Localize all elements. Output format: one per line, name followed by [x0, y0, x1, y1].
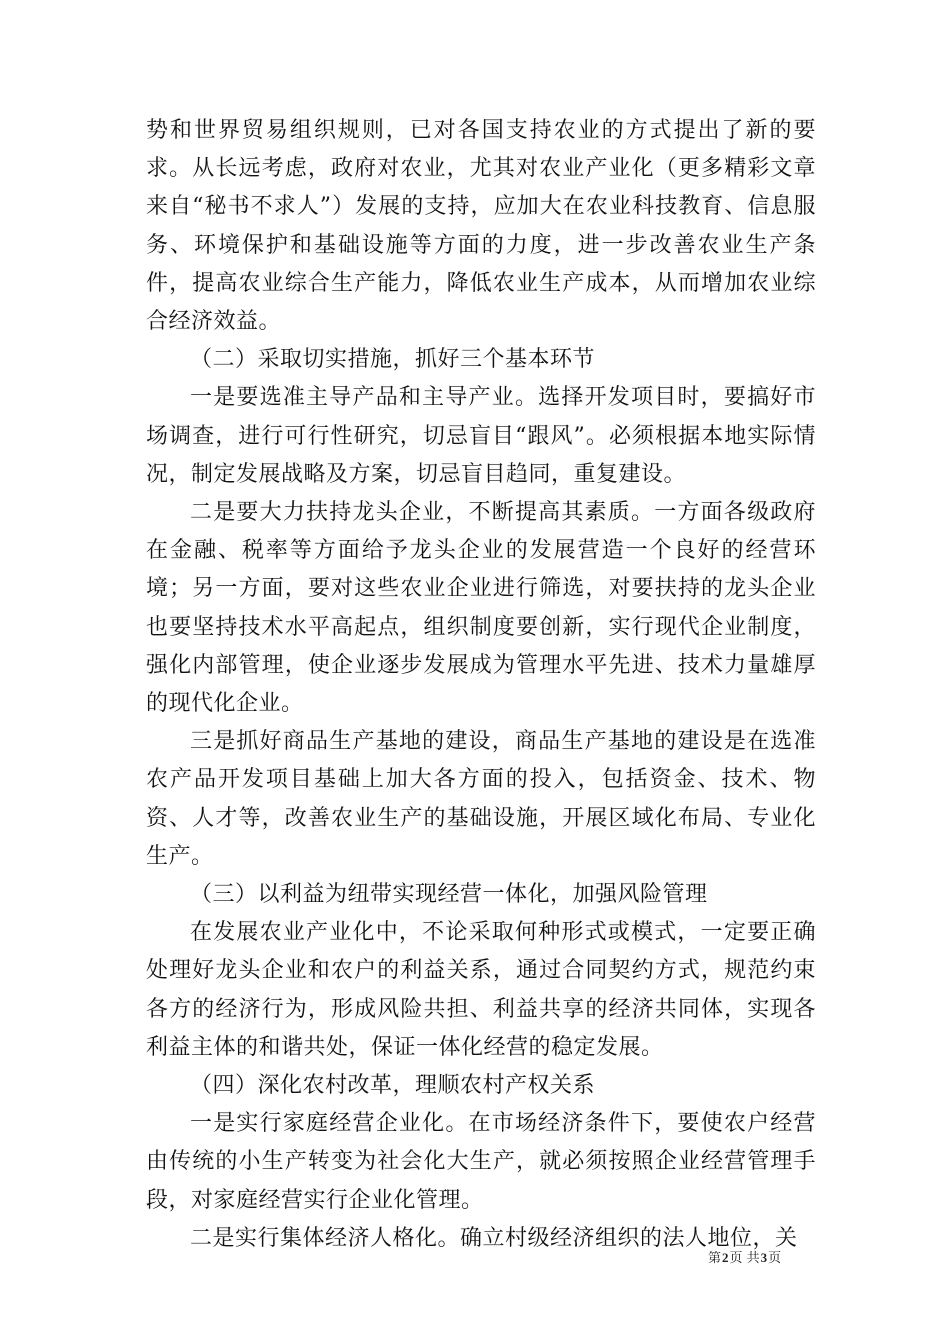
footer-suffix: 页	[768, 1251, 782, 1266]
footer-middle: 页 共	[729, 1251, 760, 1266]
section-heading-3: （三）以利益为纽带实现经营一体化，加强风险管理	[190, 882, 708, 908]
paragraph: 在发展农业产业化中，不论采取何种形式或模式，一定要正确处理好龙头企业和农户的利益关系，通过合同契约方式，规范约束各方的经济行为，形成风险共担、利益共享的经济共同体，实现各利益主体的和谐共处，保证一体化经营的稳定发展。	[146, 920, 816, 1060]
paragraph: 一是实行家庭经营企业化。在市场经济条件下，要使农户经营由传统的小生产转变为社会化大生产，就必须按照企业经营管理手段，对家庭经营实行企业化管理。	[146, 1111, 816, 1213]
total-pages-number: 3	[760, 1250, 768, 1265]
paragraph: 三是抓好商品生产基地的建设，商品生产基地的建设是在选准农产品开发项目基础上加大各方面的投入，包括资金、技术、物资、人才等，改善农业生产的基础设施，开展区域化布局、专业化生产。	[146, 729, 816, 869]
paragraph: 二是要大力扶持龙头企业，不断提高其素质。一方面各级政府在金融、税率等方面给予龙头企业的发展营造一个良好的经营环境；另一方面，要对这些农业企业进行筛选，对要扶持的龙头企业也要坚持技术水平高起点，组织制度要创新，实行现代企业制度，强化内部管理，使企业逐步发展成为管理水平先进、技术力量雄厚的现代化企业。	[146, 500, 816, 717]
footer-prefix: 第	[708, 1251, 722, 1266]
paragraph: 二是实行集体经济人格化。确立村级经济组织的法人地位，关	[190, 1225, 798, 1251]
section-heading-2: （二）采取切实措施，抓好三个基本环节	[190, 347, 596, 373]
current-page-number: 2	[722, 1250, 729, 1265]
paragraph-continuation: 势和世界贸易组织规则，已对各国支持农业的方式提出了新的要求。从长远考虑，政府对农业，尤其对农业产业化（更多精彩文章来自“秘书不求人”）发展的支持，应加大在农业科技教育、信息服务、环境保护和基础设施等方面的力度，进一步改善农业生产条件，提高农业综合生产能力，降低农业生产成本，从而增加农业综合经济效益。	[146, 118, 816, 335]
paragraph: 一是要选准主导产品和主导产业。选择开发项目时，要搞好市场调查，进行可行性研究，切忌盲目“跟风”。必须根据本地实际情况，制定发展战略及方案，切忌盲目趋同，重复建设。	[146, 385, 816, 487]
section-heading-4: （四）深化农村改革，理顺农村产权关系	[190, 1073, 596, 1099]
document-body	[146, 112, 816, 1258]
page-number-footer	[708, 1247, 781, 1266]
